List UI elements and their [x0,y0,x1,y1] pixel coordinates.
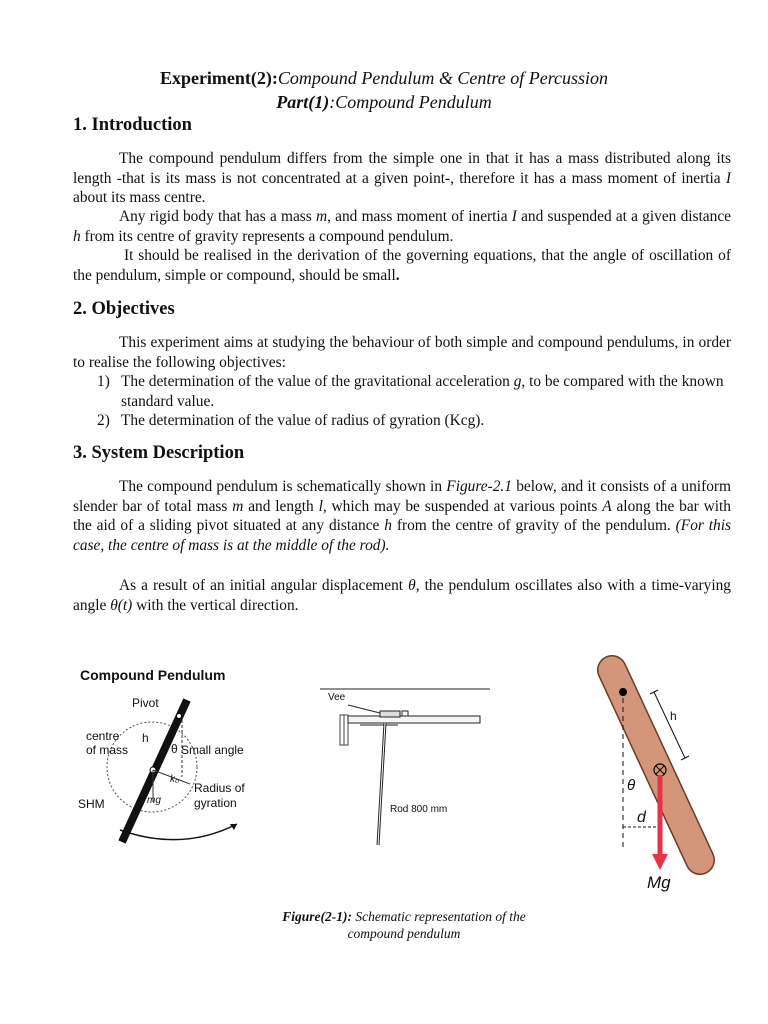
theta-label: θ [171,742,178,756]
objectives-paragraph: This experiment aims at studying the behaviour of both simple and compound pendulums, in order to realise the following objectives: [73,334,731,371]
h-label-right: h [670,709,677,723]
rod-highlight [378,723,385,845]
radius-label-1: Radius of [194,781,245,795]
objectives-heading: 2. Objectives [73,299,175,319]
inclined-pendulum-diagram [590,650,720,895]
objective-item-1: 1) The determination of the value of the gravitational acceleration g, to be compared with the known standard value. [97,373,724,410]
vee-clamp [402,711,408,716]
weight-arrowhead [652,854,668,870]
mg-label: mg [147,795,161,806]
figure-caption-line-1: Figure(2-1): Schematic representation of the [282,909,526,924]
system-paragraph-1: The compound pendulum is schematically shown in Figure-2.1 below, and it consists of a uniform slender bar of total mass m and length l, which may be suspended at various points A along the bar with the aid of a sliding pivot situated at any distance h from the centre of gravity of the pendulum. (For this case, the centre of mass is at the middle of the rod). [73,478,732,554]
theta-label-right: θ [627,777,636,794]
system-paragraph-2: As a result of an initial angular displacement θ, the pendulum oscillates also with a time-varying angle θ(t) with the vertical direction. [73,577,732,614]
intro-paragraph-3: It should be realised in the derivation of the governing equations, that the angle of oscillation of the pendulum, simple or compound, should be small. [73,247,731,284]
k0-label: k₀ [170,774,180,785]
vee-label: Vee [328,692,346,703]
intro-paragraph-1: The compound pendulum differs from the simple one in that it has a mass distributed along its length -that is its mass is not concentrated at a given point-, therefore it has a mass moment of inertia I about its mass centre. [73,150,731,207]
centre-of-mass-label-1: centre [86,729,120,743]
small-angle-label: Small angle [181,743,244,757]
pivot-point [177,714,182,719]
intro-paragraph-2: Any rigid body that has a mass m, and mass moment of inertia I and suspended at a given distance h from its centre of gravity represents a compound pendulum. [73,208,731,245]
shm-label: SHM [78,797,105,811]
vee-pointer [348,705,380,713]
d-label: d [637,809,646,826]
introduction-heading: 1. Introduction [73,115,192,135]
part-title: Part(1):Compound Pendulum [276,92,492,112]
h-tick-top [650,690,658,694]
support-beam [348,716,480,723]
h-label: h [142,731,149,745]
schematic-title: Compound Pendulum [80,667,226,683]
centre-of-mass-label-2: of mass [86,743,129,757]
apparatus-sketch [320,685,495,850]
radius-label-2: gyration [194,796,237,810]
objective-item-2: 2) The determination of the value of radius of gyration (Kcg). [97,412,485,429]
h-tick-bottom [681,756,689,760]
system-description-heading: 3. System Description [73,443,245,463]
shm-arc [120,824,237,840]
figure-caption-line-2: compound pendulum [347,926,461,941]
compound-pendulum-schematic [72,662,272,852]
vee-block [380,711,400,717]
rod-label: Rod 800 mm [390,804,448,815]
pivot-dot [619,688,627,696]
pivot-label: Pivot [132,696,159,710]
experiment-title: Experiment(2):Compound Pendulum & Centre of Percussion [159,68,609,88]
mg-label-right: Mg [647,873,671,892]
